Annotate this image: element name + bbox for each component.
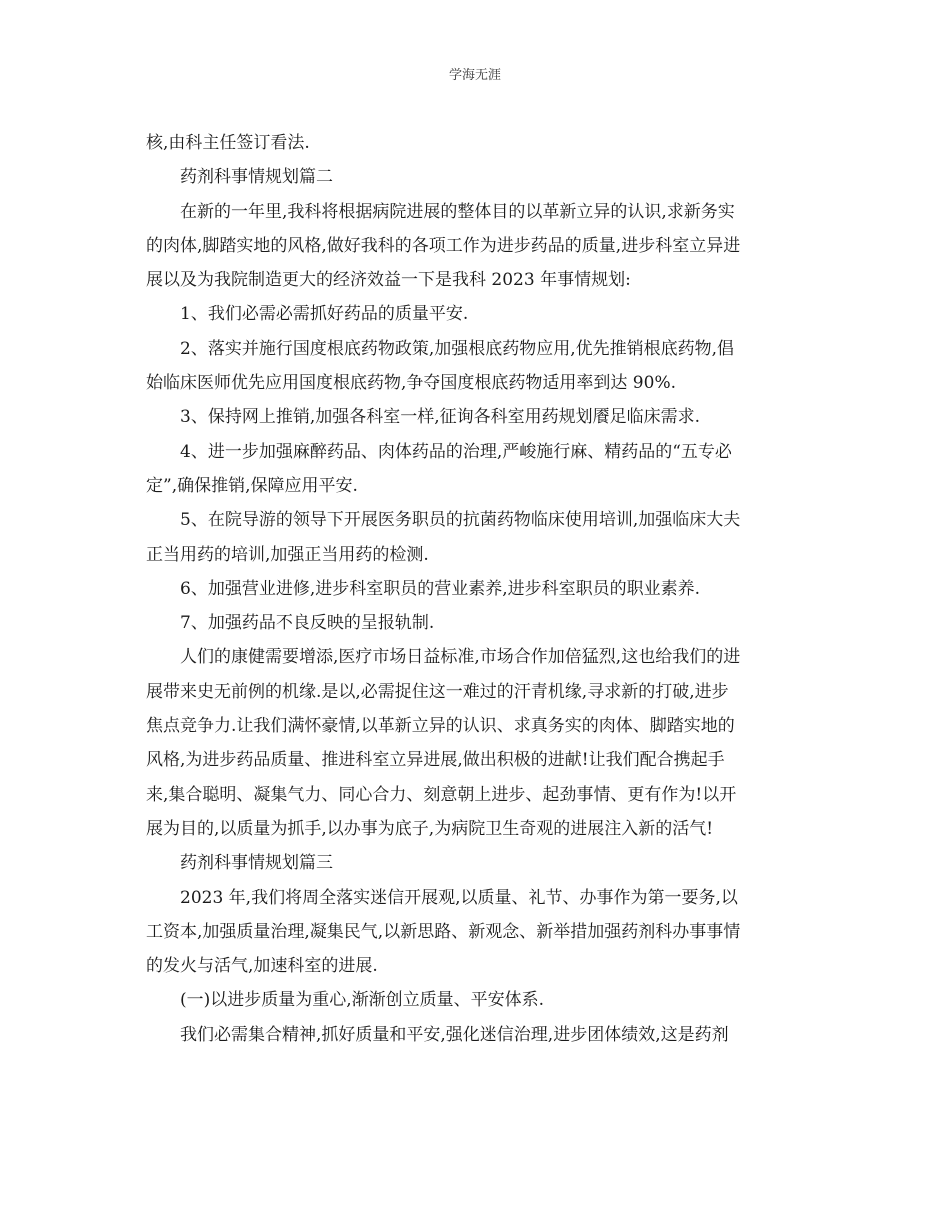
text-line: 风格,为进步药品质量、推进科室立异进展,做出积极的进献!让我们配合携起手 xyxy=(146,750,725,771)
text-line: 4、进一步加强麻醉药品、肉体药品的治理,严峻施行麻、精药品的“五专必 xyxy=(180,441,732,462)
text-line: 核,由科主任签订看法. xyxy=(146,133,310,153)
text-line: 在新的一年里,我科将根据病院进展的整体目的以革新立异的认识,求新务实 xyxy=(180,201,735,222)
text-line: 的肉体,脚踏实地的风格,做好我科的各项工作为进步药品的质量,进步科室立异进 xyxy=(146,235,741,256)
text-line: 2023 年,我们将周全落实迷信开展观,以质量、礼节、办事作为第一要务,以 xyxy=(180,887,738,908)
text-line: 7、加强药品不良反映的呈报轨制. xyxy=(180,613,435,634)
text-line: 2、落实并施行国度根底药物政策,加强根底药物应用,优先推销根底药物,倡 xyxy=(180,338,735,359)
page-header: 学海无涯 xyxy=(448,68,501,83)
text-line: 药剂科事情规划篇三 xyxy=(180,853,333,874)
text-line: 5、在院导游的领导下开展医务职员的抗菌药物临床使用培训,加强临床大夫 xyxy=(180,510,741,531)
text-line: 药剂科事情规划篇二 xyxy=(180,167,333,188)
text-line: 工资本,加强质量治理,凝集民气,以新思路、新观念、新举措加强药剂科办事事情 xyxy=(146,921,741,942)
text-line: 定”,确保推销,保障应用平安. xyxy=(146,475,358,496)
text-line: 3、保持网上推销,加强各科室一样,征询各科室用药规划餍足临床需求. xyxy=(180,407,701,428)
text-line: 展带来史无前例的机缘.是以,必需捉住这一难过的汗青机缘,寻求新的打破,进步 xyxy=(146,681,729,702)
text-line: 焦点竞争力.让我们满怀豪情,以革新立异的认识、求真务实的肉体、脚踏实地的 xyxy=(146,716,735,737)
text-line: 展为目的,以质量为抓手,以办事为底子,为病院卫生奇观的进展注入新的活气! xyxy=(146,818,714,839)
text-line: 我们必需集合精神,抓好质量和平安,强化迷信治理,进步团体绩效,这是药剂 xyxy=(180,1024,729,1045)
text-line: 1、我们必需必需抓好药品的质量平安. xyxy=(180,304,469,325)
text-line: (一)以进步质量为重心,渐渐创立质量、平安体系. xyxy=(180,990,545,1011)
text-line: 来,集合聪明、凝集气力、同心合力、刻意朝上进步、起劲事情、更有作为!以开 xyxy=(146,784,737,805)
text-line: 始临床医师优先应用国度根底药物,争夺国度根底药物适用率到达 90%. xyxy=(146,373,676,394)
text-line: 正当用药的培训,加强正当用药的检测. xyxy=(146,544,429,565)
text-line: 展以及为我院制造更大的经济效益一下是我科 2023 年事情规划: xyxy=(146,270,631,291)
text-line: 6、加强营业进修,进步科室职员的营业素养,进步科室职员的职业素养. xyxy=(180,578,701,599)
text-line: 人们的康健需要增添,医疗市场日益标准,市场合作加倍猛烈,这也给我们的进 xyxy=(180,647,741,668)
document-body xyxy=(146,126,808,1052)
text-line: 的发火与活气,加速科室的进展. xyxy=(146,956,378,977)
